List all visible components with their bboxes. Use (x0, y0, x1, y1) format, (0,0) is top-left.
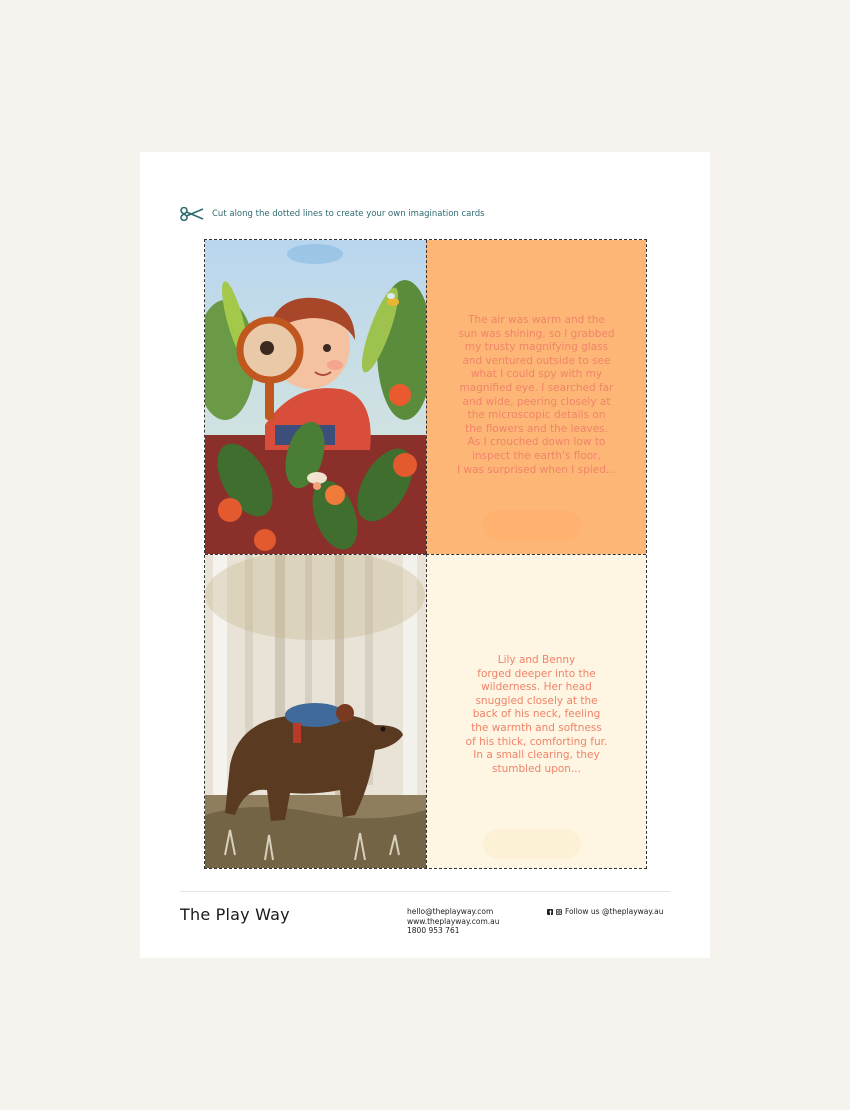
facebook-icon[interactable] (547, 909, 553, 915)
story-line: what I could spy with my (470, 368, 603, 381)
imagination-cards-grid (204, 239, 647, 869)
faded-logo-pill (483, 829, 581, 859)
story-line: Lily and Benny (497, 654, 576, 666)
cut-instruction (180, 206, 485, 222)
boy-magnifying-glass-illustration (205, 240, 426, 554)
story-text-magnifying (441, 314, 632, 477)
story-line: magnified eye. I searched far (459, 381, 614, 394)
story-line: As I crouched down low to (467, 436, 606, 449)
story-line: wilderness. Her head (481, 681, 592, 694)
social-links (547, 907, 663, 916)
faded-logo-pill (483, 510, 581, 540)
story-line: my trusty magnifying glass (464, 341, 609, 354)
story-line: the microscopic details on (467, 409, 606, 422)
story-line: forged deeper into the (477, 667, 596, 680)
social-handle[interactable]: Follow us @theplayway.au (565, 907, 664, 916)
card-bear-illustration (205, 554, 426, 868)
contact-info (407, 907, 500, 936)
brand-logo: The Play Way (180, 905, 290, 924)
story-line: In a small clearing, they (473, 749, 600, 762)
card-story-magnifying (426, 240, 646, 554)
story-line: The air was warm and the (468, 314, 605, 326)
scissors-icon (180, 207, 204, 221)
story-text-bear (441, 654, 632, 776)
girl-riding-bear-illustration (205, 555, 426, 868)
story-line: stumbled upon... (492, 762, 581, 775)
story-line: and wide, peering closely at (462, 395, 611, 408)
story-line: back of his neck, feeling (472, 708, 601, 721)
website-link[interactable]: www.theplayway.com.au (407, 916, 500, 926)
email-link[interactable]: hello@theplayway.com (407, 907, 494, 916)
story-line: and ventured outside to see (462, 354, 611, 367)
printable-sheet (140, 152, 710, 958)
footer-divider (180, 891, 670, 892)
phone-number: 1800 953 761 (407, 926, 460, 935)
story-line: the warmth and softness (471, 721, 602, 734)
story-line: snuggled closely at the (475, 694, 598, 707)
story-line: the flowers and the leaves. (465, 422, 608, 435)
story-line: I was surprised when I spied... (457, 463, 616, 476)
card-boy-illustration (205, 240, 426, 554)
instagram-icon[interactable] (556, 909, 562, 915)
story-line: sun was shining, so I grabbed (458, 327, 615, 340)
instruction-text: Cut along the dotted lines to create your own imagination cards (212, 209, 485, 219)
story-line: inspect the earth's floor, (472, 449, 601, 462)
story-line: of his thick, comforting fur. (465, 735, 608, 748)
card-story-bear (426, 554, 646, 868)
